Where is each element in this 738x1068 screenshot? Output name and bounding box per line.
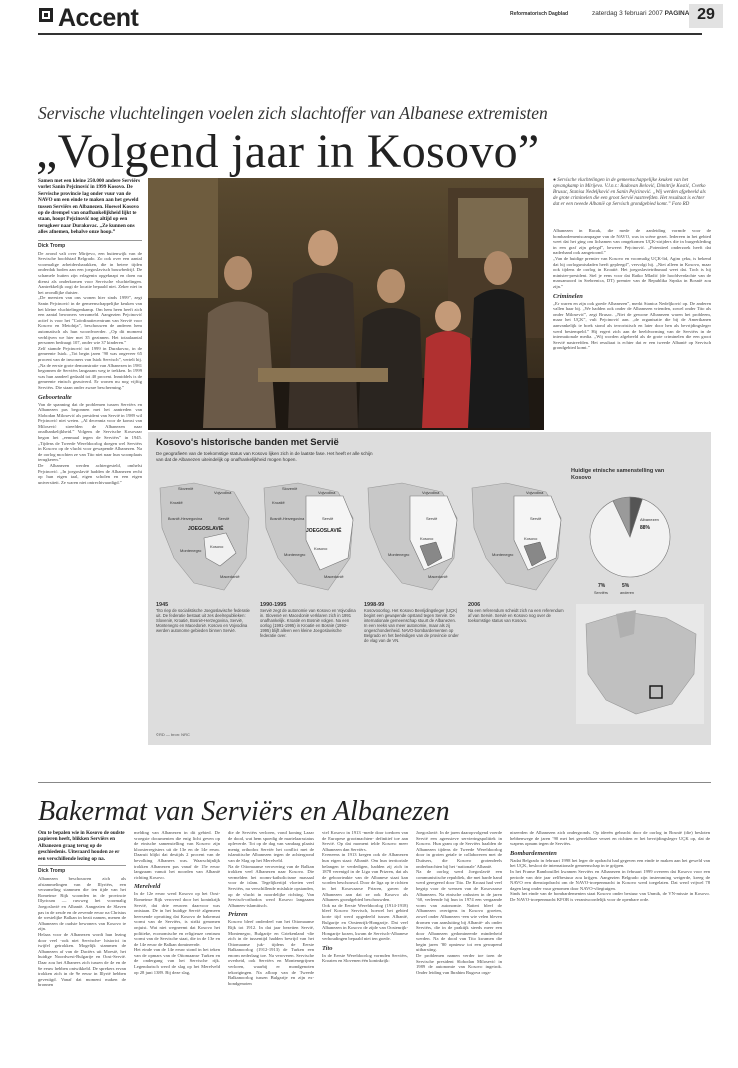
- a2-subhead: Bombardementen: [510, 849, 557, 857]
- a2-para: die de Serviërs verloren, vond koning Lazar de dood, wat hem spoedig de martelaarsstatus opleverde. Tot op de dag van vandaag plaatst menig orthodox Serviër het conflict met de islamitische Albanezen tegen de achtergrond van de Slag op het Merelveld.: [228, 830, 314, 863]
- europe-locator-map: [576, 604, 704, 724]
- issue-date: zaterdag 3 februari 2007: [592, 10, 663, 17]
- body-para: De avond valt over Mirijevo, een buitenwijk van de Servische hoofdstad Belgrado. Zo ook over een aantal voormalige arbeidersbarakken, die in betere tijden onderdak boden aan een joegoslavisch bouwbedrijf. De schamele hutten zijn erlagenin opgeknapt en doen nu dienst als onderkomen voor Servische vluchtelingen. Aantrekkelijk oogt de locatie bepaald niet. Zeker niet in het avondlijke duister.: [38, 250, 142, 295]
- subhead: Geboortealte: [38, 393, 72, 401]
- map-2006-label: Kosovo: [524, 536, 538, 541]
- era-2006: [468, 602, 564, 623]
- a2-para: Na de oorlog werd Joegoslavië een communistische republiek, die met harde hand werd geregeerd door Tito. De Kroaat had veel begrip voor de wensen van de Kosovaarse Albanezen. Na etnische onlusten in de jaren ’60, verleende hij hun in 1974 een vergaande vorm van autonomie. Natteri bleef de Albanezen overigens in Kosovo groeien, zowel onder Albanezen -een wie velen bleven dromen van aansluiting bij Albanië- als onder Serviërs, die in de praktijk steeds meer een door Albanezen gedomineerde minderheid werden. Na de dood van Tito kwamen die begin jaren ’80 opnieuw tot een gewapend uitbarsting.: [416, 869, 502, 953]
- section-divider: [38, 782, 711, 783]
- a2-column-4: [322, 830, 408, 964]
- pie-title: Huidige etnische samenstelling van Kosovo: [571, 468, 665, 481]
- a2-para: melding van Albanezen in dit gebied. De vroegste documenten die enig licht geven op de etnische samenstelling van Kosovo zijn kloosterregisters uit de 13e en de 14e eeuw. Daaruit blijkt dat destijds 2 procent van de bevolking Albanees was. Waarschijnlijk trokken Albanezen pas vanaf de 15e eeuw langzaam vanuit het noorden van Albanië richting Kosovo.: [134, 830, 220, 880]
- column-1: [38, 178, 142, 485]
- pie-pct-serviers: 7%: [598, 583, 606, 589]
- body-para: Albanezen in Racak, die mede de aanleiding vormde voor de bombardementscampagne van de NAVO, was in scène gezet. Iedereen in het gebied weet dat het ging om lichamen van omgekomen UÇK-strijders die in burgerkleding in een graf zijn gelegd”, beweert Pejcinović. „Potentieel onderzoek heeft dat naderhand ook aangetoond.”: [553, 228, 711, 256]
- a2-para: Joegoslavië. In de jaren daaropvolgend voerde Servië een agressieve servieringspolitiek in Kosovo. Hun gram op de Serviërs haalden de Albanezen tijdens de Tweede Wereldoorlog door in groten getale te collaboreren met de Duitsers, die Kosovo grotendeels onderbrachten bij het ‘nationale’ Albanië.: [416, 830, 502, 869]
- era-label: 1990-1995: [260, 602, 287, 608]
- a2-para: Het einde van de 14e eeuw stond in het teken van de opmars van de Ottomaanse Turken en de ondergang van het Servische rijk. Legendarisch werd de slag op het Merelveld op 28 juni 1389. Bij deze slag,: [134, 947, 220, 975]
- a2-para: Eveneens in 1913 kregen ook de Albanezen hun eigen staat: Albanië. Om hun territoriale belangen te verdedigen, hadden zij zich in 1878 verenigd in de Liga van Prizren, dat als de geboorteakte van de Albanese staat kan worden beschouwd. Door de liga op te richten in het Kosovaarse Prizren, gaven de Albanezen aan dat ze ook Kosovo als Albanees grondgebied beschouwden.: [322, 852, 408, 903]
- a2-subhead: Prizren: [228, 911, 248, 919]
- pie-label-serviers: Serviërs: [594, 591, 608, 595]
- a2-para: Sinds het einde van de bombardementen staat Kosovo onder bestuur van Unmik, de VN-missie in Kosovo. De NAVO-troepenmacht KFOR is verantwoordelijk voor de openbare orde.: [510, 891, 710, 902]
- map-2006: [472, 483, 561, 590]
- pie-label-albanezen: Albanezen: [640, 517, 659, 522]
- section-logo-icon: [38, 7, 54, 23]
- body-para: „Er waren en zijn ook goede Albanezen”, merkt Stanica Nedeljković op. De anderen vallen haar bij. „We hadden ook onder de Albanezen vrienden, zowel onder Tito als onder Milosević”, zegt Brusac. „Niet de gewone Albanezen waren het probleem, maar het UÇK”, vult Pejcinović aan. „de organisatie die bij de Amerikanen aanvankelijk te boek stond als terroristisch en later door hen als bevrijdingsleger werd bestempeld.” Hij ergert zich aan de beeldvorming van de Serviërs in de internationale media. „Wij worden afgebeeld als de grote criminelen die een groot Servië nastreefden. Het resultaat is echter dat er een tweede Albanië op Servisch grondgebied komt.”: [553, 300, 711, 351]
- map-2006-label: Vojvodina: [526, 490, 544, 495]
- map-title: Kosovo's historische banden met Servië: [156, 437, 339, 448]
- map-1945: [160, 483, 249, 590]
- era-desc: Tito riep de socialistische Joegoslavische federatie uit. De federatie bestaat uit zes deelrepublieken: Slovenië, Kroatië, Bosnië-Herzegovina, Servië, Montenegro en Macedonië. Kosovo en Vojvodina werden autonome gebieden binnen Servië.: [156, 608, 250, 633]
- a2-byline-rule: [38, 865, 126, 866]
- map-1990-label: Kosovo: [314, 546, 328, 551]
- map-1945-label: Kosovo: [210, 544, 224, 549]
- map-1945-label: Macedonië: [220, 574, 240, 579]
- a2-para: In het Franse Rambouillet kwamen Serviërs en Albanezen in februari 1999 overeen dat Kosovo voor een periode van drie jaar zelfbestuur zou krijgen. Aangezien Belgrado zijn instemming weigerde, kreeg de NAVO een dienstopdracht om de NAVO-troepenmacht in Kosovo werd toegelaten. Dat werd vrijwel 78 dagen lang onder vuur genomen door NAVO-vliegtuigen.: [510, 868, 710, 891]
- map-1990-label: Kroatië: [272, 500, 285, 505]
- byline: Dick Tromp: [38, 242, 66, 249]
- map-credit: ©RD — bron: NRC: [156, 732, 190, 737]
- pie-label-anderen: anderen: [620, 591, 634, 595]
- a2-para: viel Kosovo in 1913 -mede door toedoen van de Europese grootmachten- definitief toe aan Servië. Op dat moment telde Kosovo meer Albanezen dan Serviërs.: [322, 830, 408, 852]
- map-1990-label: Montenegro: [284, 552, 306, 557]
- caption-bullet-icon: ●: [553, 178, 558, 183]
- map-1998-label: Vojvodina: [422, 490, 440, 495]
- era-label: 1945: [156, 602, 169, 608]
- era-1945: [156, 602, 252, 633]
- a2-para: Na de Ottomaanse verovering van de Balkan trokken veel Albanezen naar Kosovo. Die vermelden het rooms-katholicisme massaal voor de islam. Tegelijkertijd vloeien veel Serviërs, na verschillende mislukte opstanden, op de vlucht in noordelijke richting. Van Servisch-orthodox werd Kosovo langzaam Albanees-islamitisch.: [228, 863, 314, 908]
- article-kicker: Servische vluchtelingen voelen zich slachtoffer van Albanese extremisten: [38, 103, 548, 123]
- article2-headline: Bakermat van Serviërs en Albanezen: [38, 796, 450, 827]
- map-1945-label: JOEGOSLAVIË: [188, 526, 224, 532]
- a2-para: Nadat Belgrado in februari 1998 het leger de opdracht had gegeven een einde te maken aan het geweld van het UÇK, besloot de internationale gemeenschap in te grijpen.: [510, 857, 710, 869]
- a2-para: Kosovo bleef onderdeel van het Ottomaanse Rijk tot 1912. In dat jaar bezetten Servië, Montenegro, Bulgarije en Griekenland -die zich in de tussentijd hadden bevrijd van het Ottomaanse juk- tijdens de Eerste Balkanoorlog (1912-1913) de Turken een enorm nederlaag toe. Na veroveren. Servische overheid, ook Serviërs en Montenegrijnen verloren, waarbij er mondgenoten tekortgingen. Na afloop van de Tweede Balkanoorlog tussen Bulgarije en zijn ex-bondgenoten: [228, 919, 314, 986]
- map-1990-label: Bosnië-Herzegovina: [270, 517, 305, 521]
- a2-para: De problemen namen verder toe toen de Servische president Slobodan Milosević in 1989 de autonomie van Kosovo ingetrok. Onder leiding van Ibrahim Rugova orga-: [416, 953, 502, 975]
- paper-name: Reformatorisch Dagblad: [510, 11, 569, 17]
- map-1990-label: JOEGOSLAVIË: [306, 528, 342, 534]
- a2-para: In de Eerste Wereldoorlog vormden Serviërs, Kroaten en Slovenen één koninkrijk:: [322, 952, 408, 964]
- era-desc: Kosovooorlog. Het Kosovo Bevrijdingsleger (UÇK) begint een gewapende opstand tegen Servië. De internationale gemeenschap stuurt de Albanezen. In een reeks van meer autonomie, maar als zij ongeschondenheid. NAVO-bombardementen op Belgrado en het beëindigen van de provincie onder de vlag van de VN.: [364, 608, 459, 643]
- era-label: 2006: [468, 602, 481, 608]
- map-1990-label: Servië: [322, 516, 334, 521]
- map-1945-label: Bosnië-Herzegovina: [168, 517, 203, 521]
- map-1998-label: Montenegro: [388, 552, 410, 557]
- body-para: Zelf stamde Pejcinović tot 1999 in Durakovac, in de gemeente Istok. „Tot begin jaren ’90 was ongeveer 65 procent van de inwoners van Istok Servisch”, vertelt hij. „Na de eerste grote demonstratie van Albanezen in 1981 begonnen de Serviërs langzaam weg te trekken. In 1999 was hun aandeel gedaald tot 40 procent. Inmiddels is de gemeente etnisch gezuiverd. Er wonen nu nog vijftig Serviërs. Die staan onder zware bescherming.”: [38, 345, 142, 390]
- a2-byline: Dick Tromp: [38, 868, 66, 875]
- era-desc: Servië zegt de autonomie van Kosovo en Vojvodina in. Slovenië en Macedonië verklaren zich in 1991 onafhankelijk. Kroatië en Bosnië volgen. Na een oorlog (1991-1995) in Kroatië en Bosnië (1992-1995) blijft alleen een kleine Joegoslavische federatie over.: [260, 608, 356, 638]
- map-1945-label: Montenegro: [180, 548, 202, 553]
- article-photo: [148, 178, 544, 430]
- map-1990-label: Vojvodina: [318, 490, 336, 495]
- map-intro: De geografieën van de toekomstige status van Kosovo lijken zich in de laatste fase. Het heeft er alle schijn van dat de Albanezen uiteindelijk op onafhankelijkheid mogen hopen.: [156, 451, 373, 462]
- subhead: Criminelen: [553, 292, 583, 300]
- era-1998: [364, 602, 460, 643]
- page-number: 29: [697, 6, 715, 23]
- a2-column-1: [38, 830, 126, 988]
- historical-maps: [154, 478, 564, 598]
- column-right: [553, 228, 711, 351]
- era-1990: [260, 602, 356, 638]
- map-1990-label: Macedonië: [324, 574, 344, 579]
- a2-para: Ook na de Eerste Wereldoorlog (1914-1918) bleef Kosovo Servisch, hoewel het gebied korte tijd werd opgedeeld tussen Albanië, Bulgarije en Oostenrijk-Hongarije. Dat veel Albanezen in Kosovo de zijde van Oostenrijk-Hongarije kozen, kwam de Servisch-Albanese verhoudingen bepaald niet ten goede.: [322, 902, 408, 942]
- map-1945-label: Servië: [218, 516, 230, 521]
- map-infographic: [148, 432, 711, 745]
- photo-caption: [553, 178, 706, 208]
- a2-subhead: Tito: [322, 944, 333, 952]
- article-lead: Samen met een kleine 250.000 andere Serviërs vorlet Sanin Pejcinović in 1999 Kosovo. De Servische provincie lag onder vuur van de NAVO om een einde te maken aan het geweld tussen Serviërs en Albanezen. Hoewel Kosovo op de drempel van onafhankelijkheid lijkt te staan, hoopt Pejcinović nog altijd op een terugkeer naar Durakovac. „Ze kunnen ons alles afnemen, behalve onze hoop.”: [38, 178, 141, 236]
- photo-illustration: [148, 178, 544, 430]
- a2-para: In de 12e eeuw werd Kosovo op het Oost-Romeinse Rijk veroverd door het koninkrijk Servië, dat drie eeuwen daarvoor was ontstaan. De in het huidige Servië algemeen heersende opvatting dat Kosovo de bakermat vormt van de Serviërs, is strikt genomen onjuist. Wat niet wegneemt dat Kosovo het politieke, economische en religieuze centrum vormt van de Servische staat, die in de 13e en de 14e eeuw de Balkan domineerde.: [134, 891, 220, 947]
- a2-column-2: [134, 830, 220, 975]
- a2-subhead: Merelveld: [134, 883, 161, 891]
- a2-column-5: [416, 830, 502, 975]
- a2-column-6: [510, 830, 710, 903]
- page-label: PAGINA: [664, 10, 690, 17]
- body-para: „De meesten van ons wonen hier sinds 1999”, zegt Sanin Pejcinović in de gemeenschappelijke keuken van het kleine vluchtelingenkamp. Om hem heen heeft zich een aantal bewoners verzameld. Aangezien Pejcinović actief is voor het ”Coördinatiecentrum van Servië voor Kosovo en Metohija”, beschouwen de anderen hem automatisch als hun woordvoerder. „Op dit moment verblijven we hier met 35 gezinnen. Het totaalaantal personen bedraagt 107, onder wie 37 kinderen.”: [38, 295, 142, 346]
- map-1990-label: Slovenië: [282, 486, 298, 491]
- header-rule: [38, 33, 702, 35]
- a2-para: Helaas voor de Albanezen wordt hun lezing door veel -ook niet Servische- historici in twijfel getrokken. Mogelijk stammen de Albanezen af van de Daciërs uit Moesië, het huidige Noordwest-Bulgarije en Oost-Servië. Daar zou het Albanees zich tussen de 4e en de 6e eeuw hebben ontwikkeld. De sprekers ervan trokken zich in de 9e eeuw in Illyrië hebben gevestigd. Vanaf dat moment maken de bronnen: [38, 931, 126, 988]
- map-1998-label: Macedonië: [428, 574, 448, 579]
- map-1945-label: Vojvodina: [214, 490, 232, 495]
- section-masthead: [38, 4, 150, 32]
- body-para: Van de spanning dat de problemen tussen Serviërs en Albanezen pas begonnen met het aantreden van Slobodan Milosević als president van Servië in 1989 wil Pejcinović niet weten. „Al decennia voor de komst van Milosević streefden de Albanezen naar onafhankelijkheid.” Volgens de Servische Kosovaar begon het „eenmaal tegen de Serviërs” in 1945. „Tijdens de Tweede Wereldoorlog doegen wel Serviërs in Kosovo op de vlucht voor gewapende Albanezen. Na de oorlog mochten ze van Tito niet naar hun woonplaats terugkeren.”: [38, 401, 142, 463]
- map-1945-label: Kroatië: [170, 500, 183, 505]
- section-name: Accent: [58, 4, 139, 32]
- a2-para: niseerden de Albanezen zich ondergronds. Op ideeën gebracht door de oorlog in Bosnië (die) besloten hebbenwege de jaren ’90 met het geweldloze verzet en richtten er het bevrijdingsleger UÇK op, dat de wapens opnam tegen de Serviërs.: [510, 830, 710, 847]
- map-1990-1995: [264, 483, 353, 590]
- map-1998-label: Servië: [426, 516, 438, 521]
- byline-rule: [38, 240, 142, 241]
- era-desc: Na een referendum scheidt zich na een referendum af van Servië. Servië en Kosovo nog over de toekomstige status van Kosovo.: [468, 608, 564, 623]
- a2-para: Albanezen beschouwen zich als afstammelingen van de Illyriërs, een verzameling stammen die ten tijde van het Romeinse Rijk woonden in de provincie Illyricum — ruwweg het voormalig Joegoslavië en Albanië. Aangezien de Slaven pas in de zesde en de zevende eeuw na Christus de westelijke Balkan in bezit namen, menen de Albanezen de oudste bewoners van Kosovo te zijn.: [38, 876, 126, 932]
- map-1998-99: [368, 483, 457, 590]
- page-number-box: [689, 4, 723, 28]
- date-line: [592, 10, 689, 17]
- body-para: De Albanezen werden achtergesteld, omhelst Pejcinović. „In joegoslavië hadden de Albanezen recht op hun eigen taal, eigen scholen en een eigen universiteit. Ze waren niet ontrechtvaardigd.”: [38, 463, 142, 485]
- body-para: „Van de huidige premier van Kosovo en voormalig UÇK-lid, Agim çeku, is bekend dat hij oorlogsmisdaden heeft gepleegd”, vervolgt hij. „Niet alleen in Kosovo, maar ook tijdens de oorlog in Kroatië. Het joegoslavietribunaal weet dat. Toch is hij minister-president. Stel je eens voor dat Ratko Mladić (de hoofdverdachte van de massamoord in Srebrenica, DT) premier van de Republika Srpska in Bosnië zou zijn.”: [553, 255, 711, 289]
- map-2006-label: Servië: [530, 516, 542, 521]
- article-headline: „Volgend jaar in Kosovo”: [36, 125, 540, 178]
- map-1998-label: Kosovo: [420, 536, 434, 541]
- a2-lead: Om te bepalen wie in Kosovo de oudste papieren heeft, blikken Serviërs en Albanezen graag terug op de geschiedenis. Uiteraard houden ze er een verschillende lezing op na.: [38, 830, 125, 862]
- caption-text: Servische vluchtelingen in de gemeenschappelijke keuken van het opvangkamp in Mirijevo. V.l.n.r.: Radovan Belović, Dimitrije Kostić, Cvetko Brusac, Stanisa Nedeljković en Sanin Pejcinović. „Wij werden afgebeeld als de grote criminelen die een groot Servië nastreefden. Het resultaat is echter dat er een tweede Albanië op Servisch grondgebied komt.”: [553, 178, 706, 207]
- pie-pct-anderen: 5%: [622, 583, 630, 589]
- pie-pct-albanezen: 88%: [640, 525, 651, 531]
- map-1945-label: Slovenië: [178, 486, 194, 491]
- ethnic-pie-chart: [570, 487, 705, 597]
- era-label: 1998-99: [364, 602, 385, 608]
- map-2006-label: Montenegro: [492, 552, 514, 557]
- photo-credit: Foto RD: [671, 202, 690, 207]
- a2-column-3: [228, 830, 314, 986]
